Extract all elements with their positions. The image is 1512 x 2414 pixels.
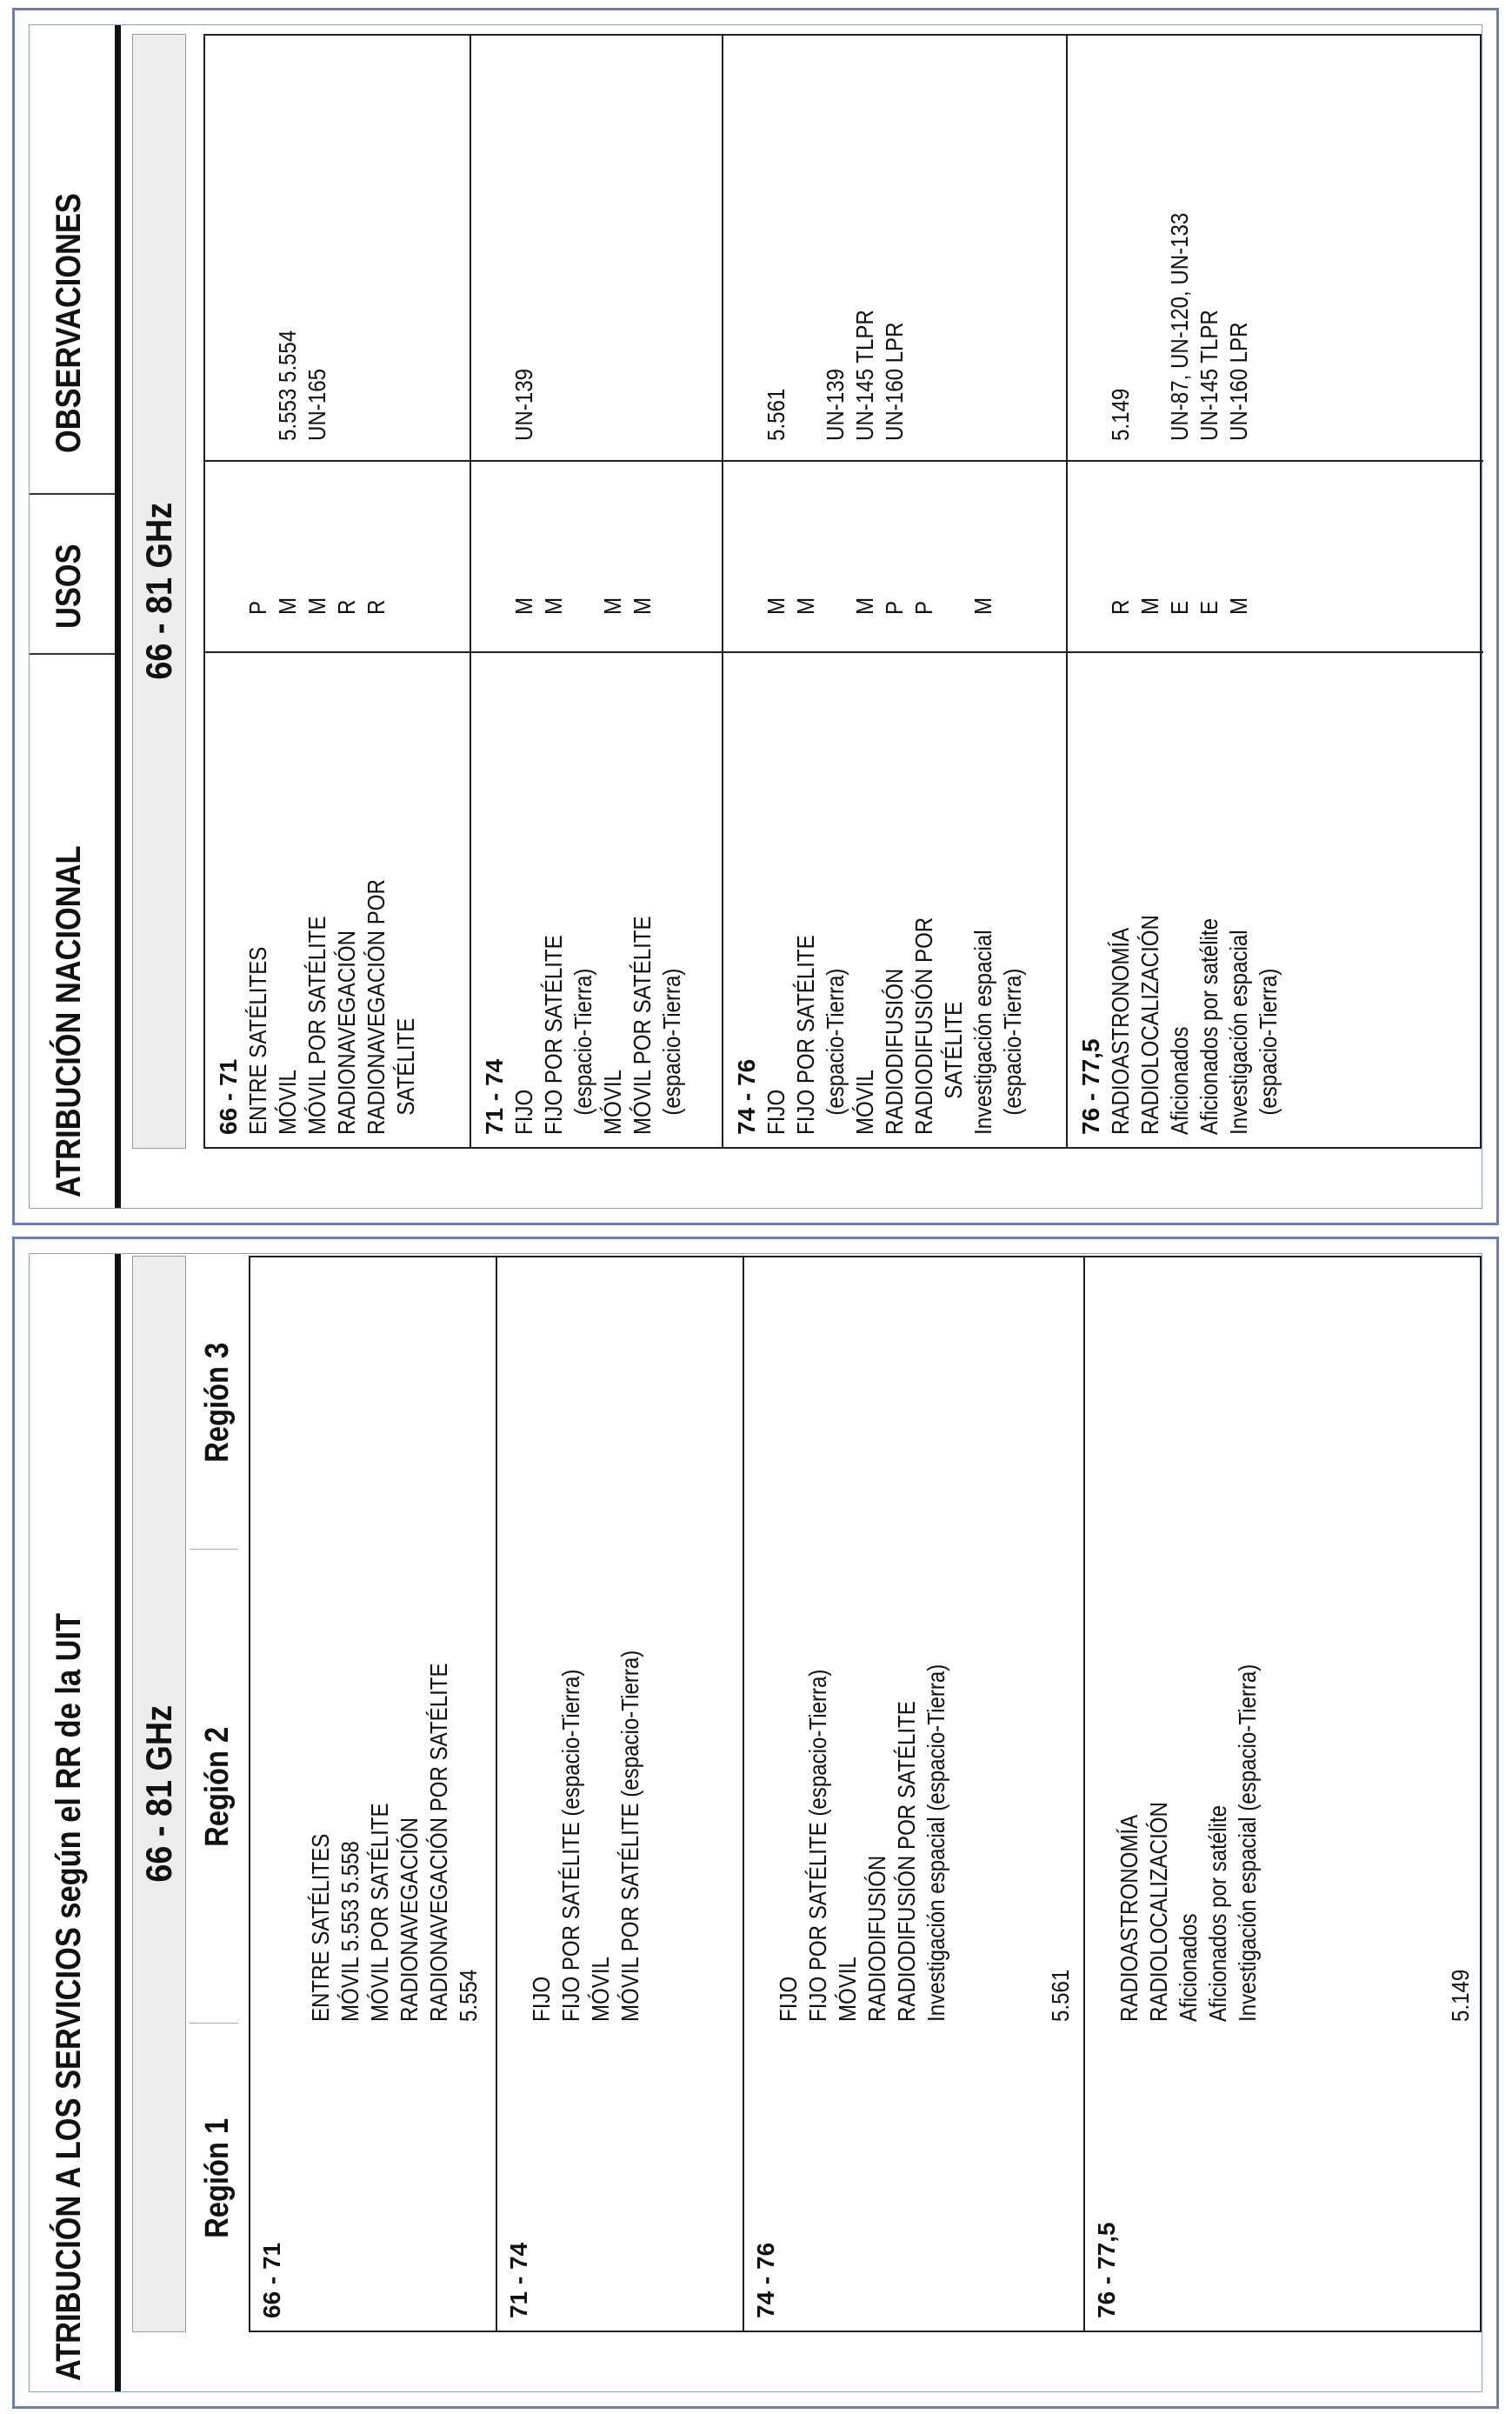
observacion-line: UN-139 [822, 369, 849, 441]
region-divider [190, 1549, 238, 1550]
itu-panel [12, 1237, 1499, 2409]
national-band-row [205, 36, 470, 1147]
national-table [203, 34, 1482, 1149]
national-services [510, 880, 687, 1135]
usos-code: R [333, 599, 360, 615]
itu-service-line: MÓVIL [587, 1957, 614, 2022]
observaciones-title: OBSERVACIONES [49, 193, 88, 453]
itu-service-line: FIJO [528, 1976, 555, 2022]
usos-code: P [910, 600, 937, 615]
itu-service-line: MÓVIL POR SATÉLITE (espacio-Tierra) [616, 1650, 643, 2022]
itu-service-line: FIJO POR SATÉLITE (espacio-Tierra) [804, 1669, 831, 2022]
itu-service-line: FIJO POR SATÉLITE (espacio-Tierra) [557, 1669, 584, 2022]
title-separator [30, 493, 115, 495]
national-service-line: (espacio-Tierra) [569, 968, 596, 1116]
usos-code: M [510, 597, 537, 615]
itu-title: ATRIBUCIÓN A LOS SERVICIOS según el RR de la UIT [49, 1612, 88, 2381]
usos-code: M [303, 597, 330, 615]
national-services [243, 837, 421, 1135]
national-service-line: RADIOLOCALIZACIÓN [1136, 915, 1163, 1135]
national-service-line: FIJO POR SATÉLITE [540, 935, 567, 1135]
observacion-line: UN-145 TLPR [1196, 310, 1222, 441]
observaciones [1106, 176, 1254, 441]
usos-code: M [540, 597, 567, 615]
national-service-line: MÓVIL [851, 1070, 878, 1135]
column-divider [723, 460, 1066, 462]
national-service-line: (espacio-Tierra) [658, 968, 685, 1116]
itu-title-row [30, 1254, 108, 2391]
itu-service-line: RADIONAVEGACIÓN POR SATÉLITE [425, 1663, 452, 2022]
national-service-line: MÓVIL [274, 1070, 301, 1135]
national-band-range: 71 - 74 [481, 1058, 508, 1135]
usos-code [657, 597, 687, 615]
national-service-line: MÓVIL [599, 1070, 626, 1135]
itu-services [774, 1606, 951, 2022]
national-service-line: MÓVIL POR SATÉLITE [629, 916, 656, 1135]
itu-band-row [1083, 1257, 1483, 2331]
itu-service-line: Investigación espacial (espacio-Tierra) [923, 1664, 949, 2022]
title-separator [30, 653, 115, 655]
itu-band-header [132, 1256, 186, 2332]
observacion-line [1136, 213, 1165, 441]
itu-footnote: 5.561 [1047, 1969, 1074, 2022]
itu-service-line: 5.554 [455, 1969, 482, 2022]
usos-code [998, 597, 1028, 615]
itu-service-line: MÓVIL 5.553 5.558 [336, 1841, 363, 2022]
national-service-line: RADIODIFUSIÓN POR [910, 917, 937, 1135]
itu-band-range: 71 - 74 [505, 2242, 532, 2318]
itu-service-line: Aficionados por satélite [1204, 1805, 1231, 2022]
usos-code [939, 597, 969, 615]
observacion-line: 5.561 [763, 388, 789, 441]
usos-code: M [1225, 597, 1252, 615]
national-title-row [30, 25, 108, 1208]
itu-service-line: RADIOLOCALIZACIÓN [1145, 1802, 1172, 2022]
national-service-line: (espacio-Tierra) [822, 968, 849, 1116]
usos-code: M [792, 597, 819, 615]
national-service-line: RADIODIFUSIÓN [881, 968, 908, 1135]
national-band-row [470, 36, 722, 1147]
national-band-range: 66 - 71 [215, 1058, 242, 1135]
usos-column [762, 595, 1028, 615]
national-band-header [132, 34, 186, 1149]
column-divider [205, 460, 470, 462]
observacion-line [791, 310, 821, 441]
itu-table [249, 1256, 1482, 2332]
usos-code: R [363, 599, 390, 615]
region3-header: Región 3 [198, 1342, 236, 1464]
itu-panel-frame [29, 1253, 1482, 2392]
national-title-rule [115, 25, 121, 1208]
itu-band-row [250, 1257, 496, 2331]
national-service-line: Investigación espacial [1225, 930, 1252, 1135]
observacion-line: 5.553 5.554 [274, 330, 301, 441]
observacion-line: UN-87, UN-120, UN-133 [1166, 212, 1193, 441]
national-panel-frame [29, 24, 1482, 1209]
usos-code [391, 597, 421, 615]
usos-column [243, 595, 421, 615]
itu-service-line: RADIODIFUSIÓN POR SATÉLITE [893, 1701, 920, 2022]
national-band-row [1066, 36, 1483, 1147]
itu-service-line: RADIOASTRONOMÍA [1116, 1814, 1142, 2022]
column-divider [471, 651, 722, 653]
itu-footnote: 5.149 [1447, 1969, 1474, 2022]
national-service-line: RADIONAVEGACIÓN [333, 930, 360, 1135]
observaciones [510, 357, 539, 441]
itu-band-label: 66 - 81 GHz [138, 1705, 179, 1883]
itu-band-range: 76 - 77,5 [1093, 2222, 1120, 2318]
observacion-line: 5.149 [1107, 388, 1134, 441]
itu-band-range: 74 - 76 [752, 2242, 779, 2318]
region-divider [190, 2023, 238, 2024]
column-divider [205, 651, 470, 653]
itu-title-rule [115, 1254, 121, 2391]
usos-code: M [1136, 597, 1163, 615]
national-service-line: RADIONAVEGACIÓN POR [363, 879, 390, 1135]
national-service-line: FIJO [510, 1089, 537, 1135]
observacion-line: UN-165 [303, 369, 330, 441]
usos-code: M [599, 597, 626, 615]
usos-code: E [1196, 600, 1222, 615]
itu-services [306, 1604, 483, 2022]
column-divider [1068, 460, 1483, 462]
observaciones [762, 289, 909, 441]
region2-header: Región 2 [198, 1726, 236, 1847]
region1-header: Región 1 [198, 2117, 236, 2238]
usos-code: M [274, 597, 301, 615]
national-service-line: RADIOASTRONOMÍA [1107, 927, 1134, 1135]
itu-service-line: ENTRE SATÉLITES [307, 1833, 334, 2022]
usos-code: M [851, 597, 878, 615]
usos-code: P [244, 600, 271, 615]
itu-service-line: RADIODIFUSIÓN [863, 1855, 890, 2022]
national-services [1106, 879, 1283, 1135]
usos-code: E [1166, 600, 1193, 615]
national-service-line: Aficionados por satélite [1196, 918, 1222, 1135]
itu-band-row [496, 1257, 743, 2331]
itu-service-line: Aficionados [1175, 1913, 1202, 2022]
national-band-range: 74 - 76 [733, 1058, 760, 1135]
usos-column [510, 595, 687, 615]
usos-code: M [629, 597, 656, 615]
national-service-line: MÓVIL POR SATÉLITE [303, 916, 330, 1135]
national-service-line: ENTRE SATÉLITES [244, 946, 271, 1135]
itu-service-line: MÓVIL [834, 1957, 861, 2022]
column-divider [471, 460, 722, 462]
observacion-line: UN-145 TLPR [851, 310, 878, 441]
national-service-line: (espacio-Tierra) [1255, 968, 1282, 1116]
observacion-line: UN-160 LPR [881, 322, 908, 441]
itu-band-row [743, 1257, 1083, 2331]
usos-title: USOS [49, 543, 88, 629]
national-band-row [722, 36, 1066, 1147]
national-service-line: SATÉLITE [940, 1001, 967, 1099]
itu-service-line: Investigación espacial (espacio-Tierra) [1234, 1664, 1261, 2022]
itu-service-line: MÓVIL POR SATÉLITE [366, 1803, 393, 2022]
usos-column [1106, 595, 1283, 615]
itu-services [527, 1590, 645, 2022]
usos-code [821, 597, 850, 615]
itu-services [1115, 1606, 1262, 2022]
usos-code [569, 597, 598, 615]
national-service-line: (espacio-Tierra) [999, 968, 1026, 1116]
national-service-line: Investigación espacial [969, 930, 996, 1135]
national-band-label: 66 - 81 GHz [138, 503, 179, 680]
national-band-range: 76 - 77,5 [1077, 1038, 1104, 1135]
usos-code: M [969, 597, 996, 615]
national-service-line: Aficionados [1166, 1026, 1193, 1135]
national-services [762, 882, 1028, 1135]
national-service-line: FIJO POR SATÉLITE [792, 935, 819, 1135]
usos-code: M [763, 597, 789, 615]
usos-code: R [1107, 599, 1134, 615]
column-divider [1068, 651, 1483, 653]
usos-code [1254, 597, 1283, 615]
observacion-line: UN-139 [510, 369, 537, 441]
national-title: ATRIBUCIÓN NACIONAL [49, 845, 88, 1197]
usos-code: P [881, 600, 908, 615]
itu-service-line: RADIONAVEGACIÓN [396, 1817, 423, 2022]
column-divider [723, 651, 1066, 653]
national-service-line: SATÉLITE [392, 1017, 419, 1116]
itu-band-range: 66 - 71 [258, 2242, 285, 2318]
national-service-line: FIJO [763, 1089, 789, 1135]
itu-service-line: FIJO [775, 1976, 802, 2022]
observaciones [273, 312, 332, 441]
national-panel [12, 8, 1499, 1225]
observacion-line: UN-160 LPR [1225, 322, 1252, 441]
